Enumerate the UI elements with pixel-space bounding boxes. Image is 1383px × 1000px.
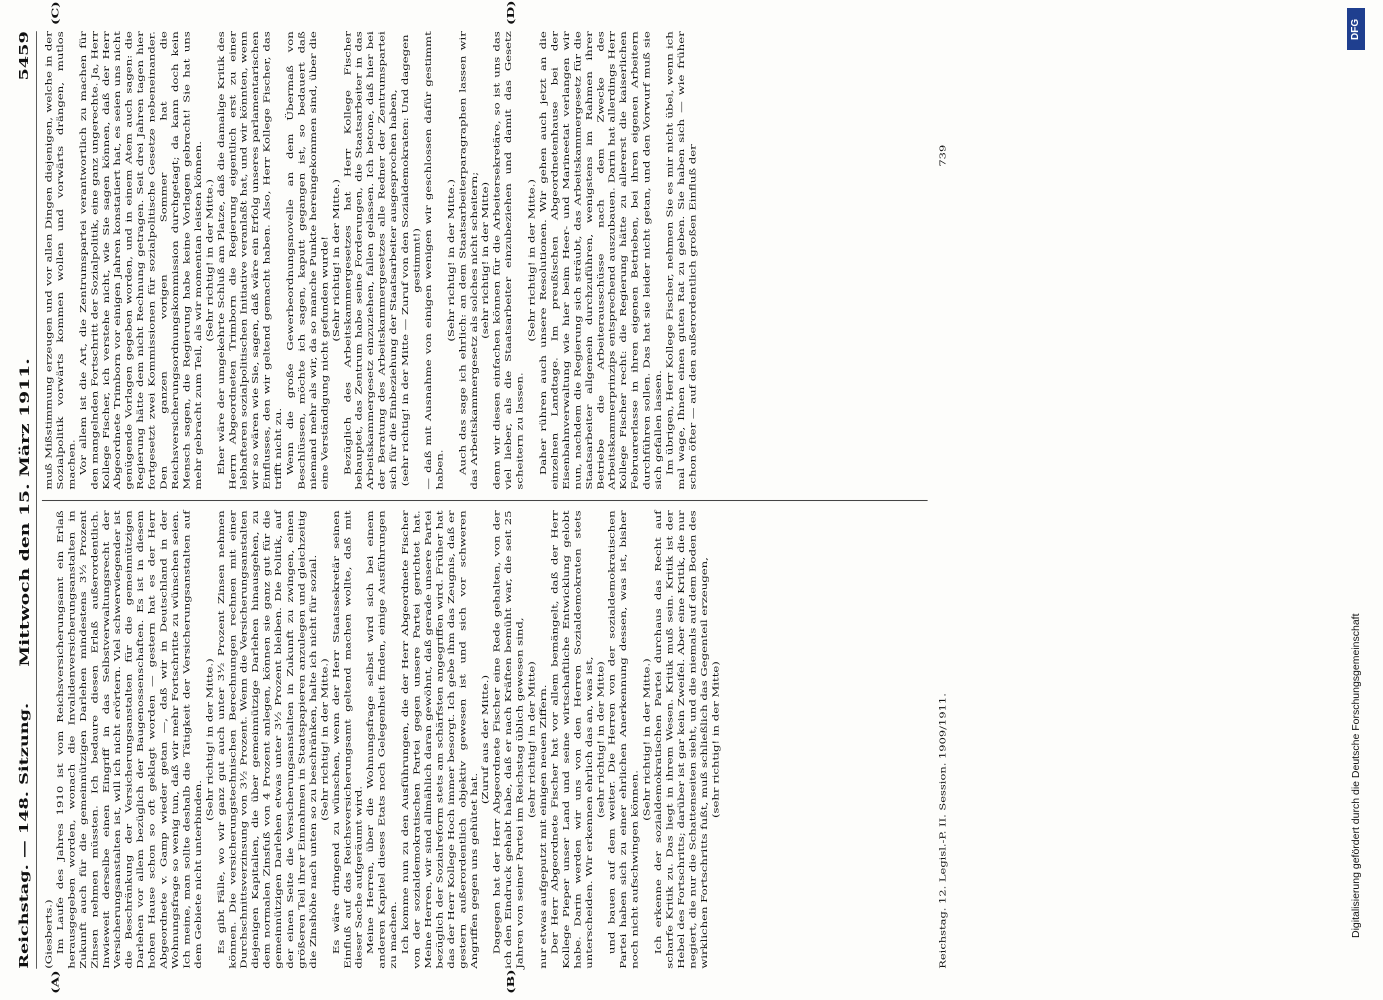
interjection: (Sehr richtig! in der Mitte.) bbox=[205, 658, 215, 821]
interjection: (Sehr richtig! in der Mitte.) bbox=[446, 179, 457, 342]
paragraph: Dagegen hat der Herr Abgeordnete Fischer eine Rede gehalten, von der ich den Eindruck gehabt habe, daß er nach Kräften bemüht war, die seit 25 Jahren von seiner Partei im Reichstag üblich gewesen sind, bbox=[492, 510, 526, 969]
interjection: (sehr richtig! in der Mitte) bbox=[481, 181, 491, 339]
interjection: (Sehr richtig! in der Mitte.) bbox=[205, 179, 215, 342]
paragraph: Der Herr Abgeordnete Fischer hat vor allem bemängelt, daß der Herr Kollege Pieper unser Land und seine wirtschaftliche Entwicklung gelobt habe. Darin werden wir uns von den Herren Sozialdemokraten stets unterscheiden. Wir erkennen ehrlich das an, was ist, bbox=[550, 510, 595, 969]
paragraph: Auch das sage ich ehrlich: an dem Staatsarbeiterparagraphen lassen wir das Arbeitskammergesetz als solches nicht scheitern; bbox=[458, 31, 480, 490]
paragraph: Daher rühren auch unsere Resolutionen. Wir gehen auch jetzt an die einzelnen Landtage. Im preußischen Abgeordnetenhause bei der Eisenbahnverwaltung wie hier beim Heer- und Marineetat verlangen wir nun, nachdem die Regierung sich sträubt, das Arbeitskammergesetz für die Staatsarbeiter allgemein durchzuführen, wenigstens im Rahmen ihrer Betriebe die Arbeiterausschüsse nach dem Zwecke des Arbeitskammerprinzips entsprechend auszubauen. Darin hat allerdings Herr Kollege Fischer recht: die Regierung hätte zu allererst die kaiserlichen Februarerlasse in ihren eigenen Betrieben, bei ihren eigenen Arbeitern durchführen sollen. Das hat sie leider nicht getan, und den Vorwurf muß sie sich gefallen lassen. bbox=[538, 31, 664, 490]
interjection: (Sehr richtig! in der Mitte.) bbox=[331, 179, 342, 342]
paragraph: denn wir diesen einfachen können für die Arbeitersekretäre, so ist uns das viel lieber, als die Staatsarbeiter einzubeziehen und damit das Gesetz scheitern zu lassen. bbox=[492, 31, 526, 490]
paragraph: Eher wäre der umgekehrte Schluß am Platze, daß die damalige Kritik des Herrn Abgeordneten Trimborn die Regierung eigentlich erst zu einer lebhafteren sozialpolitischen Initiative veranlaßt hat, und wir könnten, wenn wir so wären wie Sie, sagen, daß wäre ein Erfolg unseres parlamentarischen Einflusses, den wir geltend gemacht haben. Also, Herr Kollege Fischer, das trifft nicht zu. bbox=[216, 31, 284, 490]
paragraph: nur etwas aufgeputzt mit einigen neuen Ziffern. bbox=[538, 684, 549, 969]
paragraph: Im übrigen, Herr Kollege Fischer, nehmen Sie es mir nicht übel, wenn ich mal wage, Ihnen einen guten Rat zu geben. Sie haben sich — wie früher schon öfter — auf den außerordentlich großen Einfluß der bbox=[665, 31, 698, 490]
paragraph: Im Laufe des Jahres 1910 ist vom Reichsversicherungsamt ein Erlaß herausgegeben worden, wonach die Invalidenversicherungsanstalten in Zukunft auch für die gemeinnützigen Darlehen mindestens 3½ Prozent Zinsen nehmen müssten. Ich bedaure diesen Erlaß außerordentlich. Inwieweit derselbe einen Eingriff in das Selbstverwaltungsrecht der Versicherungsanstalten ist, will ich nicht erörtern. Viel schwerwiegender ist die Beschränkung der Versicherungsanstalten für die gemeinnützigen Darlehen vor allem bezüglich der Baugenossenschaften. Es ist in diesem hohen Hause schon so oft geklagt worden — gestern hat es der Herr Abgeordnete v. Gamp wieder getan —, daß wir in Deutschland in der Wohnungsfrage so wenig tun, daß wir mehr Fortschritte zu wünschen seien. Ich meine, man sollte deshalb die Tätigkeit der Versicherungsanstalten auf dem Gebiete nicht unterbinden. bbox=[55, 510, 204, 969]
digitization-sidebar bbox=[1345, 8, 1367, 993]
paragraph: Bezüglich des Arbeitskammergesetzes hat Herr Kollege Fischer behauptet, das Zentrum habe seine Forderungen, die Staatsarbeiter in das Arbeitskammergesetz einzuziehen, fallen gelassen. Ich betone, daß hier bei der Beratung des Arbeitskammergesetzes alle Redner der Zentrumspartei sich für die Einbeziehung der Staatsarbeiter ausgesprochen haben, bbox=[343, 31, 399, 490]
margin-mark-a: (A) bbox=[50, 970, 62, 994]
footer-signature-number: 739 bbox=[938, 144, 948, 167]
paragraph: Ich erkenne der sozialdemokratischen Partei durchaus das Recht auf scharfe Kritik zu. Das liegt in ihrem Wesen. Kritik muß sein. Kritik ist der Hebel des Fortschritts; darüber ist gar kein Zweifel. Aber eine Kritik, die nur negiert, die nur die Schattenseiten sieht, und die niemals auf dem Boden des wirklichen Fortschritts fußt, muß schließlich das Gegenteil erzeugen, bbox=[653, 510, 710, 969]
footer-session: Reichstag. 12. Legisl.-P. II. Session. 1909/1911. bbox=[938, 693, 948, 969]
paragraph: und bauen auf dem weiter. Die Herren von der sozialdemokratischen Partei haben sich zu einer ehrlichen Anerkennung dessen, was ist, bisher noch nicht aufschwingen können. bbox=[607, 510, 641, 969]
paragraph: — daß mit Ausnahme von einigen wenigen wir geschlossen dafür gestimmt haben. bbox=[423, 31, 445, 490]
margin-mark-d: (D) bbox=[506, 0, 517, 25]
interjection: (sehr richtig! in der Mitte) bbox=[711, 661, 721, 818]
interjection: (Sehr richtig! in der Mitte.) bbox=[642, 658, 652, 821]
margin-mark-c: (C) bbox=[50, 1, 62, 25]
paragraph: muß Mißstimmung erzeugen und vor allen Dingen diejenigen, welche in der Sozialpolitik vorwärts kommen wollen und vorwärts drängen, mutlos machen. bbox=[44, 31, 77, 490]
paragraph: Es wäre dringend zu wünschen, wenn der Herr Staatssekretär seinen Einfluß auf das Reichsversicherungsamt geltend machen wollte, daß mit dieser Sache aufgeräumt wird. bbox=[331, 510, 365, 969]
dfg-credit-text: Digitalisierung gefördert durch die Deutsche Forschungsgemeinschaft bbox=[1350, 613, 1362, 938]
text-column-left bbox=[43, 510, 722, 968]
running-header bbox=[17, 31, 37, 969]
interjection: (sehr richtig! in der Mitte) bbox=[596, 661, 606, 818]
paragraph: Vor allem ist die Art, die Zentrumspartei verantwortlich zu machen für den mangelnden Fortschritt der Sozialpolitik, eine ganz ungerechte. Ja, Herr Kollege Fischer, ich verstehe nicht, wie Sie sagen können, daß der Herr Abgeordnete Trimborn vor einigen Jahren konstatiert hat, es seien uns nicht genügende Vorlagen gegeben worden, und in einem Atem auch sagen: die Regierung hätte dem nicht Rechnung getragen. Seit drei Jahren tagen hier fortgesetzt zwei Kommissionen für sozialpolitische Gesetze nebeneinander. Den ganzen vorigen Sommer hat die Reichsversicherungsordnungskommission durchgetagt; da kann doch kein Mensch sagen, die Regierung habe keine Vorlagen gebracht! Sie hat uns mehr gebracht zum Teil, als wir momentan leisten können. bbox=[78, 31, 204, 490]
header-date: Mittwoch den 15. März 1911. bbox=[17, 358, 33, 667]
paragraph: Ich komme nun zu den Ausführungen, die der Herr Abgeordnete Fischer von der sozialdemokratischen Partei gegen unsere Partei gerichtet hat. Meine Herren, wir sind allmählich daran gewöhnt, daß gerade unsere Partei bezüglich der Sozialreform stets am schärfsten angegriffen wird. Früher hat das der Herr Kollege Hoch immer besorgt. Ich gebe ihm das Zeugnis, daß er gestern außerordentlich objektiv gewesen ist und sich vor schweren Angriffen gegen uns gehütet hat. bbox=[400, 510, 480, 969]
interjection: (Zuruf aus der Mitte.) bbox=[481, 674, 491, 805]
interjection: (Sehr richtig! in der Mitte.) bbox=[527, 179, 537, 342]
page-number: 5459 bbox=[17, 31, 32, 81]
interjection: (sehr richtig! in der Mitte) bbox=[527, 661, 537, 818]
margin-mark-b: (B) bbox=[506, 969, 517, 994]
page-frame bbox=[7, 0, 992, 994]
text-column-right bbox=[43, 31, 699, 489]
paragraph: Meine Herren, über die Wohnungsfrage selbst wird sich bei einem anderen Kapitel dieses Etats noch Gelegenheit finden, einige Ausführungen zu machen. bbox=[366, 510, 399, 969]
paragraph: Es gibt Fälle, wo wir ganz gut auch unter 3½ Prozent Zinsen nehmen können. Die versicherungstechnischen Berechnungen rechnen mit einer Durchschnittsverzinsung von 3½ Prozent. Wenn die Versicherungsanstalten diejenigen Kapitalien, die über gemeinnützige Darlehen hinausgehen, zu dem normalen Zinsfuß von 4 Prozent anlegen, können sie ganz gut für die gemeinnützigen Darlehen etwas unter 3½ Prozent bleiben. Die Politik, auf der einen Seite die Versicherungsanstalten in Zukunft zu zwingen, einen größeren Teil ihrer Einnahmen in Staatspapieren anzulegen und gleichzeitig die Zinshöhe nach unten so zu beschränken, halte ich nicht für sozial. bbox=[216, 510, 319, 969]
interjection: (sehr richtig! in der Mitte — Zuruf von den Sozialdemokraten: Und dagegen gestimmt!) bbox=[400, 34, 422, 487]
interjection: (Sehr richtig! in der Mitte.) bbox=[320, 658, 330, 821]
column-divider bbox=[42, 500, 928, 501]
paragraph: (Giesberts.) bbox=[44, 899, 54, 969]
dfg-logo: DFG bbox=[1347, 8, 1365, 50]
paragraph: Wenn die große Gewerbeordnungsnovelle an dem Übermaß von Beschlüssen, möchte ich sagen, kaputt gegangen ist, so bedauert daß niemand mehr als wir, da so manche Punkte hereingekommen sind, über die eine Verständigung nicht gefunden wurde! bbox=[285, 31, 330, 490]
header-left: Reichstag. — 148. Sitzung. bbox=[17, 702, 32, 969]
